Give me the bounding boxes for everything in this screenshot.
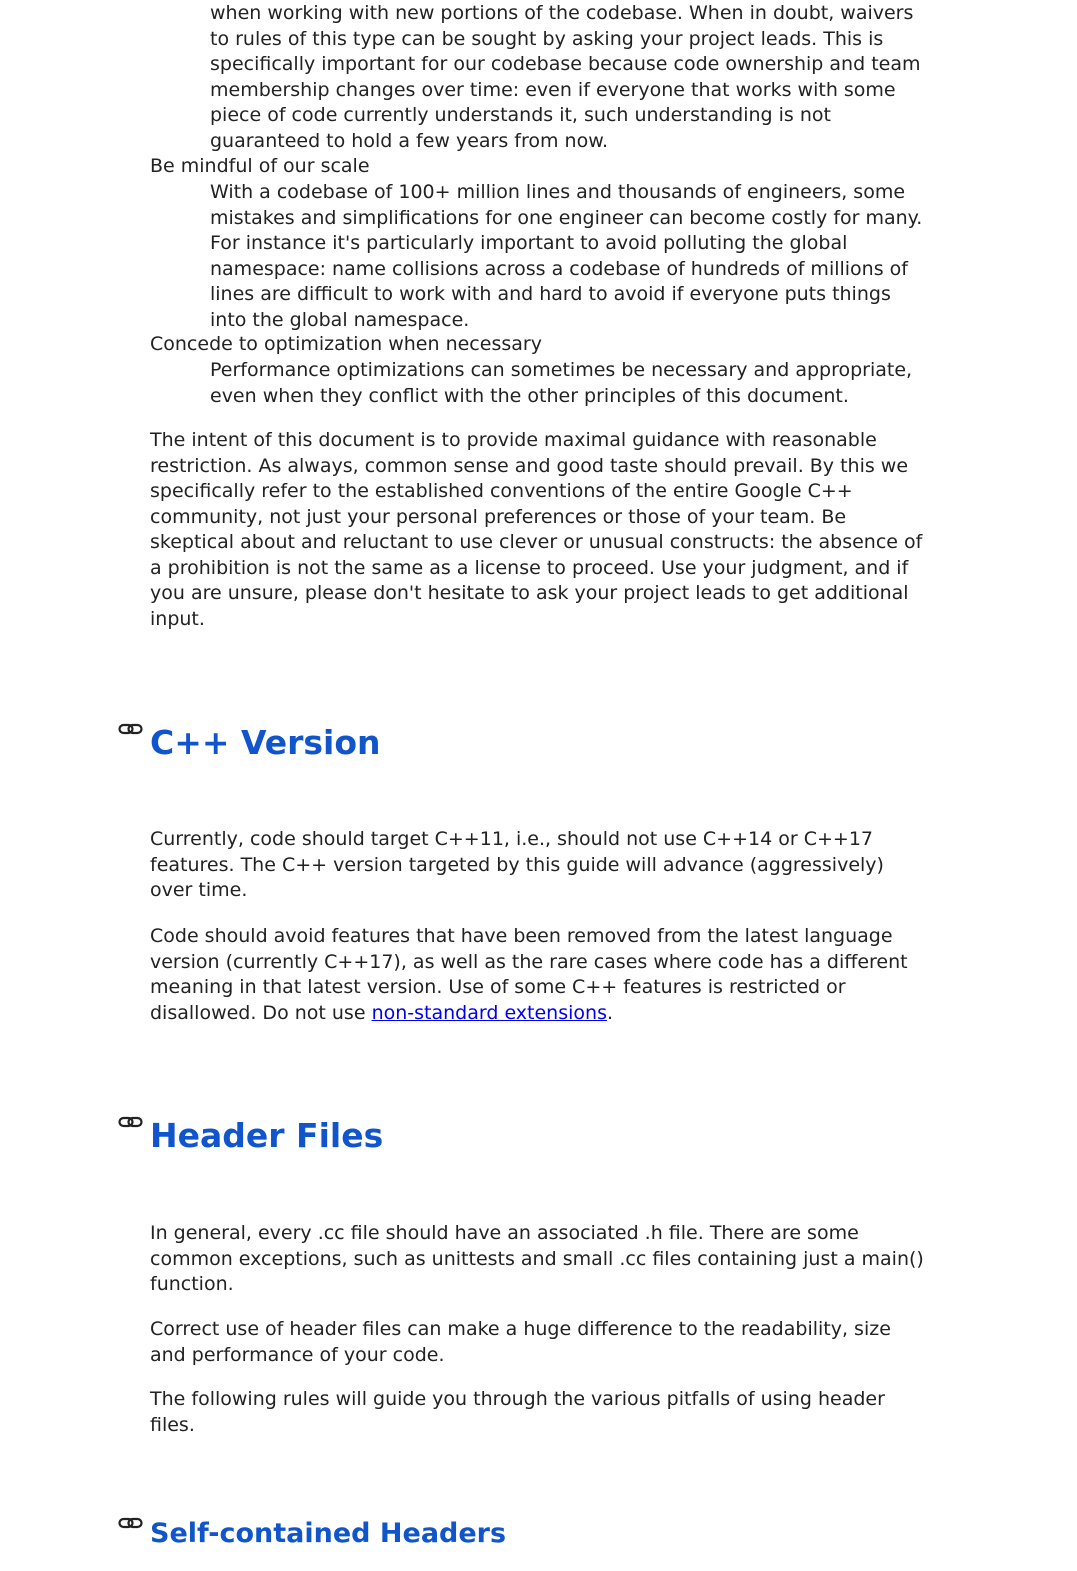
intent-paragraph: The intent of this document is to provide maximal guidance with reasonable restriction. As always, common sense and good taste should prevail. By this we specifically refer to the established conventions of the entire Google C++ community, not just your personal preferences or those of your team. Be skeptical about and reluctant to use clever or unusual constructs: the absence of a prohibition is not the same as a license to proceed. Use your judgment, and if you are unsure, please don't hesitate to ask your project leads to get additional input. (150, 429, 923, 630)
cpp-version-paragraph-2-text: Code should avoid features that have been removed from the latest language version (currently C++17), as well as the rare cases where code has a different meaning in that latest version. Use of some C++ features is restricted or disallowed. Do not use (150, 925, 908, 1024)
header-files-paragraph-2: Correct use of header files can make a huge difference to the readability, size and performance of your code. (150, 1318, 891, 1366)
link-icon[interactable] (118, 722, 148, 736)
principle-description-optimization: Performance optimizations can sometimes be necessary and appropriate, even when they conflict with the other principles of this document. (210, 359, 913, 407)
header-files-paragraph-3: The following rules will guide you through the various pitfalls of using header files. (150, 1388, 885, 1436)
section-heading-cpp-version: C++ Version (150, 723, 381, 762)
cpp-version-paragraph-2-end: . (606, 1001, 614, 1024)
principle-description-scale: With a codebase of 100+ million lines and thousands of engineers, some mistakes and simplifications for one engineer can become costly for many. For instance it's particularly important to avoid polluting the global namespace: name collisions across a codebase of hundreds of millions of lines are difficult to work with and hard to avoid if everyone puts things into the global namespace. (210, 181, 923, 331)
cpp-version-paragraph-1: Currently, code should target C++11, i.e., should not use C++14 or C++17 features. The C++ version targeted by this guide will advance (aggressively) over time. (150, 828, 884, 901)
cpp-version-paragraph-2 (150, 924, 925, 1026)
header-files-paragraph-1: In general, every .cc file should have an associated .h file. There are some common exceptions, such as unittests and small .cc files containing just a main() function. (150, 1222, 924, 1295)
principle-term-optimization: Concede to optimization when necessary (150, 333, 542, 355)
section-heading-self-contained-headers: Self-contained Headers (150, 1518, 507, 1549)
section-heading-header-files: Header Files (150, 1116, 384, 1155)
ownership-description-continued: when working with new portions of the codebase. When in doubt, waivers to rules of this type can be sought by asking your project leads. This is specifically important for our codebase because code ownership and team membership changes over time: even if everyone that works with some piece of code currently understands it, such understanding is not guaranteed to hold a few years from now. (210, 2, 921, 152)
link-icon[interactable] (118, 1516, 148, 1530)
principle-term-scale: Be mindful of our scale (150, 155, 370, 177)
non-standard-extensions-link[interactable]: non-standard extensions (371, 1001, 607, 1024)
link-icon[interactable] (118, 1115, 148, 1129)
